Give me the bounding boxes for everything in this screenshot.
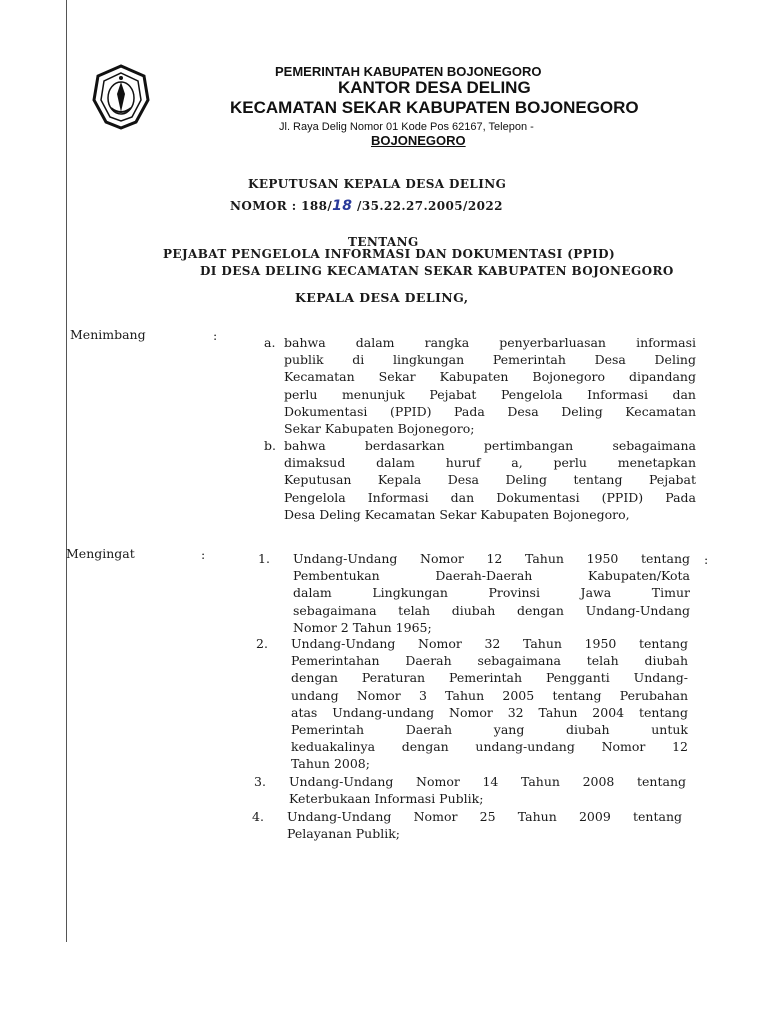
mengingat-2-line: Pemerintahan Daerah sebagaimana telah diubah [291, 653, 688, 669]
letterhead-address: Jl. Raya Delig Nomor 01 Kode Pos 62167, Telepon - [279, 121, 534, 133]
mengingat-item-2 [254, 635, 688, 773]
mengingat-2-line: Pemerintah Daerah yang diubah untuk [291, 722, 688, 738]
mengingat-4-line: Undang-Undang Nomor 25 Tahun 2009 tentang [287, 809, 682, 824]
menimbang-b-line: Pengelola Informasi dan Dokumentasi (PPID) Pada [284, 489, 696, 505]
mengingat-2-line: atas Undang-undang Nomor 32 Tahun 2004 tentang [291, 704, 688, 720]
mengingat-1-line: Undang-Undang Nomor 12 Tahun 1950 tentang [293, 551, 690, 566]
mengingat-2-line: dengan Peraturan Pemerintah Pengganti Undang- [291, 670, 688, 686]
menimbang-a-line: Sekar Kabupaten Bojonegoro; [284, 421, 475, 437]
decree-title: KEPUTUSAN KEPALA DESA DELING [248, 177, 507, 191]
menimbang-a-line: perlu menunjuk Pejabat Pengelola Informasi dan [284, 386, 696, 402]
mengingat-item-3-marker: 3. [254, 774, 266, 789]
mengingat-2-line: Tahun 2008; [291, 756, 370, 772]
mengingat-2-line: Undang-Undang Nomor 32 Tahun 1950 tentang [291, 636, 688, 651]
menimbang-a-line: bahwa dalam rangka penyerbarluasan informasi [284, 335, 696, 350]
mengingat-4-line: Pelayanan Publik; [287, 826, 400, 842]
menimbang-b-line: Keputusan Kepala Desa Deling tentang Pejabat [284, 472, 696, 488]
mengingat-item-3 [252, 773, 686, 807]
mengingat-item-1 [256, 550, 690, 636]
letterhead-district: KECAMATAN SEKAR KABUPATEN BOJONEGORO [230, 98, 639, 117]
menimbang-item-b-marker: b. [264, 438, 276, 453]
mengingat-item-4 [250, 808, 682, 842]
mengingat-1-line: sebagaimana telah diubah dengan Undang-Undang [293, 602, 690, 618]
decree-authority: KEPALA DESA DELING, [295, 290, 469, 305]
decree-number-handwritten: 18 [332, 198, 353, 214]
mengingat-colon: : [201, 547, 206, 562]
mengingat-1-line: Nomor 2 Tahun 1965; [293, 619, 432, 635]
mengingat-item-4-marker: 4. [252, 809, 264, 824]
menimbang-label: Menimbang [70, 327, 146, 342]
mengingat-label: Mengingat [66, 546, 135, 561]
menimbang-b-line: bahwa berdasarkan pertimbangan sebagaimana [284, 438, 696, 453]
mengingat-3-line: Undang-Undang Nomor 14 Tahun 2008 tentang [289, 774, 686, 789]
mengingat-3-line: Keterbukaan Informasi Publik; [289, 791, 484, 807]
menimbang-item-a [264, 334, 696, 437]
menimbang-item-a-marker: a. [264, 335, 276, 350]
left-margin-rule [66, 0, 67, 942]
menimbang-b-line: dimaksud dalam huruf a, perlu menetapkan [284, 455, 696, 471]
decree-number-suffix: /35.22.27.2005/2022 [352, 199, 503, 213]
menimbang-b-line: Desa Deling Kecamatan Sekar Kabupaten Bojonegoro, [284, 506, 630, 522]
menimbang-a-line: Kecamatan Sekar Kabupaten Bojonegoro dipandang [284, 369, 696, 385]
menimbang-colon: : [213, 328, 218, 343]
decree-tentang: TENTANG [348, 235, 419, 249]
mengingat-1-line: dalam Lingkungan Provinsi Jawa Timur [293, 585, 690, 601]
decree-number-prefix: NOMOR : 188/ [230, 199, 333, 213]
mengingat-item-1-marker: 1. [258, 551, 270, 566]
decree-subject-line1: PEJABAT PENGELOLA INFORMASI DAN DOKUMENTASI (PPID) [163, 247, 616, 261]
decree-number [230, 198, 503, 214]
letterhead-government: PEMERINTAH KABUPATEN BOJONEGORO [275, 64, 542, 79]
menimbang-item-b [264, 437, 696, 523]
mengingat-item-2-marker: 2. [256, 636, 268, 651]
mengingat-2-line: undang Nomor 3 Tahun 2005 tentang Perubahan [291, 687, 688, 703]
letterhead-city: BOJONEGORO [371, 133, 466, 148]
letterhead-office: KANTOR DESA DELING [338, 78, 531, 97]
mengingat-1-line: Pembentukan Daerah-Daerah Kabupaten/Kota [293, 568, 690, 584]
mengingat-2-line: keduakalinya dengan undang-undang Nomor 12 [291, 739, 688, 755]
menimbang-a-line: Dokumentasi (PPID) Pada Desa Deling Kecamatan [284, 403, 696, 419]
regency-emblem-icon [92, 64, 150, 130]
menimbang-a-line: publik di lingkungan Pemerintah Desa Deling [284, 352, 696, 368]
mengingat-trailing-colon: : [704, 552, 709, 567]
decree-subject-line2: DI DESA DELING KECAMATAN SEKAR KABUPATEN BOJONEGORO [200, 264, 674, 278]
